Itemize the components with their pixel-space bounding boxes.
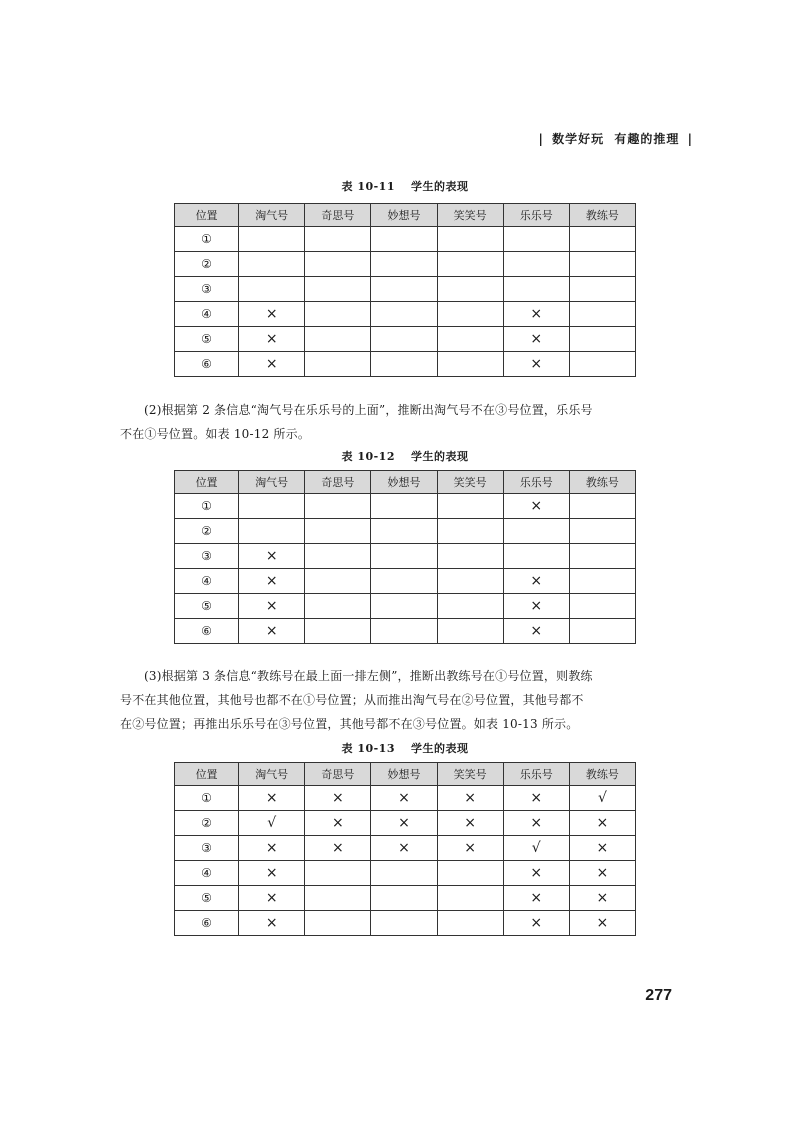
paragraph-2-line-1: (2)根据第 2 条信息“淘气号在乐乐号的上面”，推断出淘气号不在③号位置，乐乐号 [144,403,593,417]
table-cell: × [239,352,305,377]
position-label: ⑤ [175,886,239,911]
table-row [175,277,636,302]
position-label: ④ [175,861,239,886]
table-cell [437,252,503,277]
table-10-12 [174,470,636,644]
table-cell [371,519,437,544]
table-cell: × [239,886,305,911]
column-header: 笑笑号 [437,763,503,786]
table-cell [371,861,437,886]
header-title: 数学好玩 有趣的推理 [552,132,680,146]
table-cell [569,519,635,544]
table-cell [371,277,437,302]
table-cell: × [503,352,569,377]
table-cell: × [239,786,305,811]
column-header: 奇思号 [305,471,371,494]
table-cell [305,352,371,377]
table-cell [569,252,635,277]
position-label: ⑥ [175,352,239,377]
paragraph-2 [120,398,665,446]
table-row [175,786,636,811]
table-cell [437,277,503,302]
table-number: 表 10-13 [341,742,395,755]
table-cell: × [503,594,569,619]
column-header: 乐乐号 [503,471,569,494]
table-cell: × [503,911,569,936]
table-cell [305,886,371,911]
paragraph-3-line-3: 在②号位置；再推出乐乐号在③号位置，其他号都不在③号位置。如表 10-13 所示。 [120,717,579,731]
table-cell: × [503,494,569,519]
table-row [175,811,636,836]
table-cell [437,886,503,911]
table-cell [503,544,569,569]
table-cell [569,352,635,377]
table-cell: × [569,861,635,886]
table-cell: × [239,569,305,594]
column-header: 妙想号 [371,471,437,494]
table-cell: × [239,327,305,352]
table-cell [239,252,305,277]
column-header: 乐乐号 [503,204,569,227]
table-cell: × [503,619,569,644]
running-header [535,130,696,147]
table-cell [437,227,503,252]
table-cell: × [371,811,437,836]
position-label: ④ [175,302,239,327]
table-cell [503,227,569,252]
position-label: ③ [175,277,239,302]
table-cell [371,544,437,569]
table-cell [437,494,503,519]
table-row [175,619,636,644]
table-cell: × [569,836,635,861]
table-cell: × [569,911,635,936]
table-cell: × [305,786,371,811]
table-row [175,519,636,544]
table-caption-10-13 [175,740,635,756]
table-cell: √ [503,836,569,861]
table-cell [239,277,305,302]
position-label: ① [175,227,239,252]
position-label: ⑤ [175,327,239,352]
table-cell [371,252,437,277]
table-cell: √ [239,811,305,836]
table-cell [239,227,305,252]
position-label: ⑥ [175,619,239,644]
table-cell [371,619,437,644]
table-cell [437,352,503,377]
table-cell: × [437,836,503,861]
table-row [175,327,636,352]
column-header: 淘气号 [239,763,305,786]
table-cell: √ [569,786,635,811]
table-cell: × [503,811,569,836]
table-cell: × [437,786,503,811]
table-cell: × [437,811,503,836]
column-header: 教练号 [569,763,635,786]
position-label: ③ [175,544,239,569]
column-header: 乐乐号 [503,763,569,786]
table-cell [305,619,371,644]
table-cell [437,327,503,352]
table-row [175,544,636,569]
position-label: ① [175,494,239,519]
table-cell [305,494,371,519]
table-cell [569,544,635,569]
table-cell: × [503,327,569,352]
header-left-bar: | [538,132,544,146]
column-header: 妙想号 [371,204,437,227]
table-row [175,302,636,327]
table-cell: × [305,811,371,836]
table-header-row [175,204,636,227]
table-caption-10-12 [175,448,635,464]
position-label: ③ [175,836,239,861]
table-cell [305,252,371,277]
table-cell: × [239,861,305,886]
table-cell [305,302,371,327]
column-header: 淘气号 [239,204,305,227]
table-cell [569,302,635,327]
table-cell [569,277,635,302]
table-row [175,252,636,277]
position-label: ⑥ [175,911,239,936]
table-row [175,352,636,377]
table-header-row [175,763,636,786]
column-header: 奇思号 [305,204,371,227]
column-header: 教练号 [569,204,635,227]
table-cell [437,911,503,936]
table-cell [503,519,569,544]
position-label: ② [175,811,239,836]
table-cell [371,569,437,594]
table-cell [569,327,635,352]
table-cell [371,352,437,377]
paragraph-2-line-2: 不在①号位置。如表 10-12 所示。 [120,427,311,441]
table-title: 学生的表现 [411,742,469,755]
column-header: 位置 [175,471,239,494]
column-header: 奇思号 [305,763,371,786]
paragraph-3-line-2: 号不在其他位置，其他号也都不在①号位置；从而推出淘气号在②号位置，其他号都不 [120,693,584,707]
table-cell: × [239,836,305,861]
table-cell [305,227,371,252]
table-cell [437,594,503,619]
column-header: 笑笑号 [437,204,503,227]
table-cell [437,544,503,569]
paragraph-3-line-1: (3)根据第 3 条信息“教练号在最上面一排左侧”，推断出教练号在①号位置，则教练 [144,669,593,683]
position-label: ④ [175,569,239,594]
table-cell: × [503,569,569,594]
header-right-bar: | [687,132,693,146]
table-cell [569,494,635,519]
table-cell: × [239,619,305,644]
table-number: 表 10-12 [341,450,395,463]
table-cell [569,619,635,644]
table-header-row [175,471,636,494]
page-number: 277 [645,987,672,1004]
table-10-11 [174,203,636,377]
table-cell [371,227,437,252]
table-cell [503,277,569,302]
table-cell [437,519,503,544]
table-caption-10-11 [175,178,635,194]
table-cell [305,519,371,544]
table-cell [305,327,371,352]
column-header: 教练号 [569,471,635,494]
table-cell: × [503,302,569,327]
table-row [175,911,636,936]
table-cell: × [305,836,371,861]
table-cell [569,594,635,619]
table-cell [305,594,371,619]
table-row [175,227,636,252]
table-cell [305,861,371,886]
table-cell [569,569,635,594]
table-cell [371,886,437,911]
table-cell: × [371,786,437,811]
table-cell [503,252,569,277]
table-10-13 [174,762,636,936]
table-row [175,886,636,911]
table-row [175,836,636,861]
table-title: 学生的表现 [411,180,469,193]
table-cell: × [239,594,305,619]
table-cell: × [503,861,569,886]
table-cell [437,619,503,644]
table-cell [305,544,371,569]
table-cell [239,519,305,544]
position-label: ① [175,786,239,811]
table-cell [437,861,503,886]
paragraph-3 [120,664,665,736]
table-cell [569,227,635,252]
column-header: 位置 [175,763,239,786]
table-cell [239,494,305,519]
table-cell [437,302,503,327]
column-header: 位置 [175,204,239,227]
table-cell [371,494,437,519]
table-row [175,494,636,519]
table-cell [371,911,437,936]
position-label: ② [175,519,239,544]
table-cell [305,277,371,302]
table-row [175,569,636,594]
table-cell: × [569,886,635,911]
table-row [175,861,636,886]
table-cell [305,569,371,594]
table-row [175,594,636,619]
table-cell: × [503,786,569,811]
table-cell: × [239,302,305,327]
table-cell [437,569,503,594]
table-cell [371,327,437,352]
position-label: ② [175,252,239,277]
table-title: 学生的表现 [411,450,469,463]
table-cell: × [569,811,635,836]
table-cell: × [371,836,437,861]
table-cell [371,302,437,327]
column-header: 淘气号 [239,471,305,494]
table-cell [305,911,371,936]
column-header: 笑笑号 [437,471,503,494]
table-cell: × [239,911,305,936]
table-cell [371,594,437,619]
position-label: ⑤ [175,594,239,619]
table-cell: × [503,886,569,911]
table-cell: × [239,544,305,569]
column-header: 妙想号 [371,763,437,786]
table-number: 表 10-11 [341,180,395,193]
